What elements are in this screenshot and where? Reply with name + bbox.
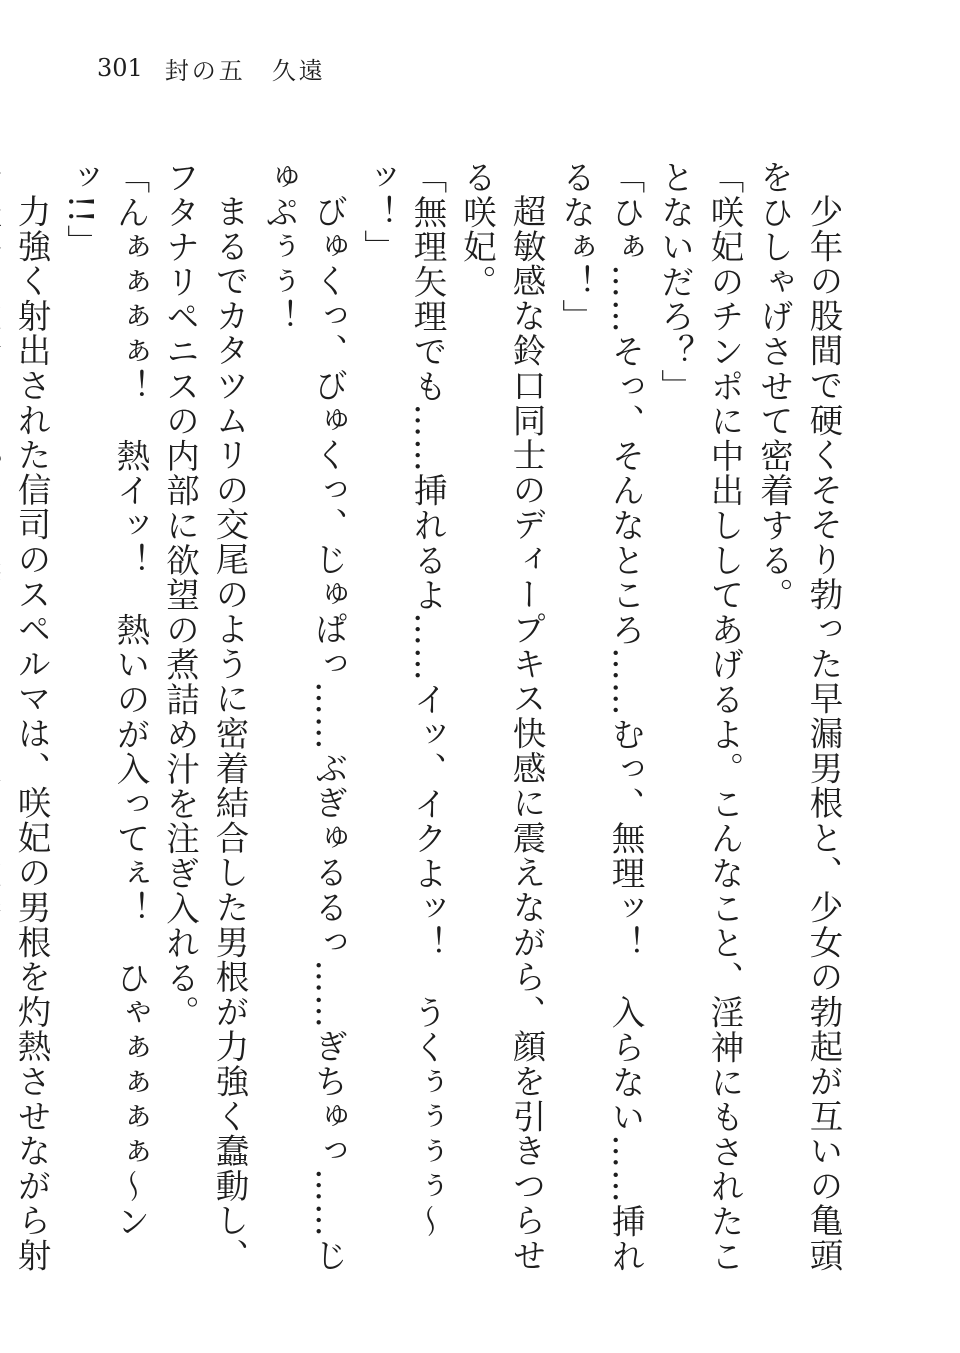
paragraph: びゅくっ、びゅくっ、じゅぱっ……ぶぎゅるるっ……ぎちゅっ……じゅぷぅぅ！ [259, 160, 348, 1273]
paragraph: 「んぁぁぁぁ！ 熱イッ！ 熱いのが入ってぇ！ ひゃぁぁぁぁ〜ンッ!!」 [61, 160, 150, 1239]
paragraph: 「咲妃のチンポに中出ししてあげるよ。こんなこと、淫神にもされたことないだろ？」 [655, 160, 744, 1274]
chapter-label: 封の五 [164, 56, 246, 85]
running-head [97, 52, 326, 84]
paragraph: まるでカタツムリの交尾のように密着結合した男根が力強く蠢動し、フタナリペニスの内部に欲望の煮詰め汁を注ぎ入れる。 [160, 160, 249, 1273]
paragraph: 「ひぁ……そっ、そんなところ……むっ、無理ッ！ 入らない……挿れるなぁ！」 [556, 160, 645, 1274]
paragraph: 力強く射出された信司のスペルマは、咲妃の男根を灼熱させながら射 [12, 193, 51, 1273]
paragraph: 少年の股間で硬くそそり勃った早漏男根と、少女の勃起が互いの亀頭をひしゃげさせて密着する。 [754, 160, 843, 1273]
chapter-title: 久遠 [271, 56, 326, 85]
paragraph: 「無理矢理でも……挿れるよ……イッ、イクよッ！ うくぅぅぅぅ〜ッ！」 [358, 160, 447, 1239]
page-number: 301 [97, 54, 143, 82]
paragraph: 超敏感な鈴口同士のディープキス快感に震えながら、顔を引きつらせる咲妃。 [457, 160, 546, 1273]
body-text [12, 160, 848, 1295]
